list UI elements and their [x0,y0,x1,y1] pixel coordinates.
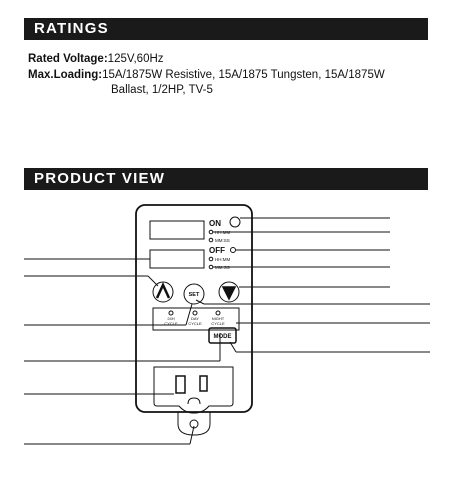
off-indicator-led [231,248,236,253]
outlet-slot-neutral [176,376,185,393]
cycle-24h-label: 24H [167,316,175,321]
callout-line [148,276,158,286]
off-hhmm-label: HH:MM [215,257,231,262]
off-label: OFF [209,246,225,255]
outlet-faceplate [154,367,233,413]
off-mmss-label: MM:SS [215,265,230,270]
on-indicator-led [230,217,240,227]
on-mmss-label: MM:SS [215,238,230,243]
night-cycle-led [216,311,220,315]
down-arrow-icon [223,287,235,299]
on-time-display [150,221,204,239]
up-arrow-icon [157,285,169,298]
ratings-heading: RATINGS [24,18,428,40]
on-hhmm-label: HH:MM [215,230,231,235]
outlet-ground-hole [188,398,200,404]
off-hhmm-led [209,257,213,261]
day-cycle-label: DAY [191,316,199,321]
night-cycle-label: NIGHT [211,316,225,321]
on-label: ON [209,219,221,228]
cycle-24h-label-2: CYCLE [164,321,178,326]
max-loading-value: 15A/1875W Resistive, 15A/1875 Tungsten, 15A/1875W [102,69,385,81]
product-view-heading: PRODUCT VIEW [24,168,428,190]
set-button-label: SET [188,292,200,298]
outlet-slot-hot [200,376,207,391]
rated-voltage-label: Rated Voltage: [28,53,108,65]
off-time-display [150,250,204,268]
ground-plug-tab [178,412,210,435]
day-cycle-led [193,311,197,315]
on-mmss-led [209,238,213,242]
max-loading-label: Max.Loading: [28,69,103,81]
mode-button-label: MODE [213,334,232,340]
rated-voltage-value: 125V,60Hz [107,53,164,65]
max-loading-value-continued: Ballast, 1/2HP, TV-5 [111,84,213,96]
off-mmss-led [209,265,213,269]
on-hhmm-led [209,230,213,234]
day-cycle-label-2: CYCLE [188,321,202,326]
cycle-24h-led [169,311,173,315]
night-cycle-label-2: CYCLE [211,321,225,326]
